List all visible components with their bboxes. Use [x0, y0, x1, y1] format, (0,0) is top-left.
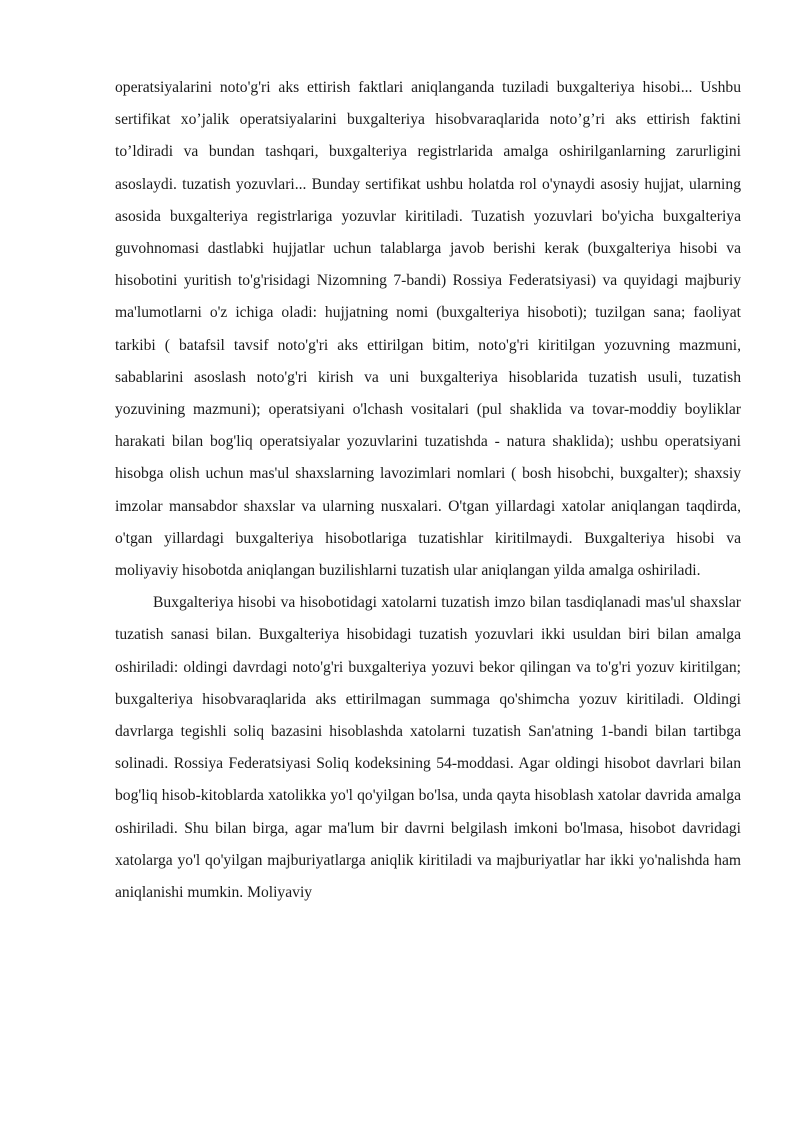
- body-text: [115, 72, 741, 909]
- paragraph-1: operatsiyalarini noto'g'ri aks ettirish faktlari aniqlanganda tuziladi buxgalteriya hisobi... Ushbu sertifikat xo’jalik operatsiyalarini buxgalteriya hisobvaraqlarida noto’g’ri aks ettirish faktini to’ldiradi va bundan tashqari, buxgalteriya registrlarida amalga oshirilganlarning zarurligini asoslaydi. tuzatish yozuvlari... Bunday sertifikat ushbu holatda rol o'ynaydi asosiy hujjat, ularning asosida buxgalteriya registrlariga yozuvlar kiritiladi. Tuzatish yozuvlari bo'yicha buxgalteriya guvohnomasi dastlabki hujjatlar uchun talablarga javob berishi kerak (buxgalteriya hisobi va hisobotini yuritish to'g'risidagi Nizomning 7-bandi) Rossiya Federatsiyasi) va quyidagi majburiy ma'lumotlarni o'z ichiga oladi: hujjatning nomi (buxgalteriya hisoboti); tuzilgan sana; faoliyat tarkibi ( batafsil tavsif noto'g'ri aks ettirilgan bitim, noto'g'ri kiritilgan yozuvning mazmuni, sabablarini asoslash noto'g'ri kirish va uni buxgalteriya hisoblarida tuzatish usuli, tuzatish yozuvining mazmuni); operatsiyani o'lchash vositalari (pul shaklida va tovar-moddiy boyliklar harakati bilan bog'liq operatsiyalar yozuvlarini tuzatishda - natura shaklida); ushbu operatsiyani hisobga olish uchun mas'ul shaxslarning lavozimlari nomlari ( bosh hisobchi, buxgalter); shaxsiy imzolar mansabdor shaxslar va ularning nusxalari. O'tgan yillardagi xatolar aniqlangan taqdirda, o'tgan yillardagi buxgalteriya hisobotlariga tuzatishlar kiritilmaydi. Buxgalteriya hisobi va moliyaviy hisobotda aniqlangan buzilishlarni tuzatish ular aniqlangan yilda amalga oshiriladi.: [115, 79, 741, 580]
- paragraph-2: Buxgalteriya hisobi va hisobotidagi xatolarni tuzatish imzo bilan tasdiqlanadi mas'ul shaxslar tuzatish sanasi bilan. Buxgalteriya hisobidagi tuzatish yozuvlari ikki usuldan biri bilan amalga oshiriladi: oldingi davrdagi noto'g'ri buxgalteriya yozuvi bekor qilingan va to'g'ri yozuv kiritilgan; buxgalteriya hisobvaraqlarida aks ettirilmagan summaga qo'shimcha yozuv kiritiladi. Oldingi davrlarga tegishli soliq bazasini hisoblashda xatolarni tuzatish San'atning 1-bandi bilan tartibga solinadi. Rossiya Federatsiyasi Soliq kodeksining 54-moddasi. Agar oldingi hisobot davrlari bilan bog'liq hisob-kitoblarda xatolikka yo'l qo'yilgan bo'lsa, unda qayta hisoblash xatolar davrida amalga oshiriladi. Shu bilan birga, agar ma'lum bir davrni belgilash imkoni bo'lmasa, hisobot davridagi xatolarga yo'l qo'yilgan majburiyatlarga aniqlik kiritiladi va majburiyatlar har ikki yo'nalishda ham aniqlanishi mumkin. Moliyaviy: [115, 594, 741, 902]
